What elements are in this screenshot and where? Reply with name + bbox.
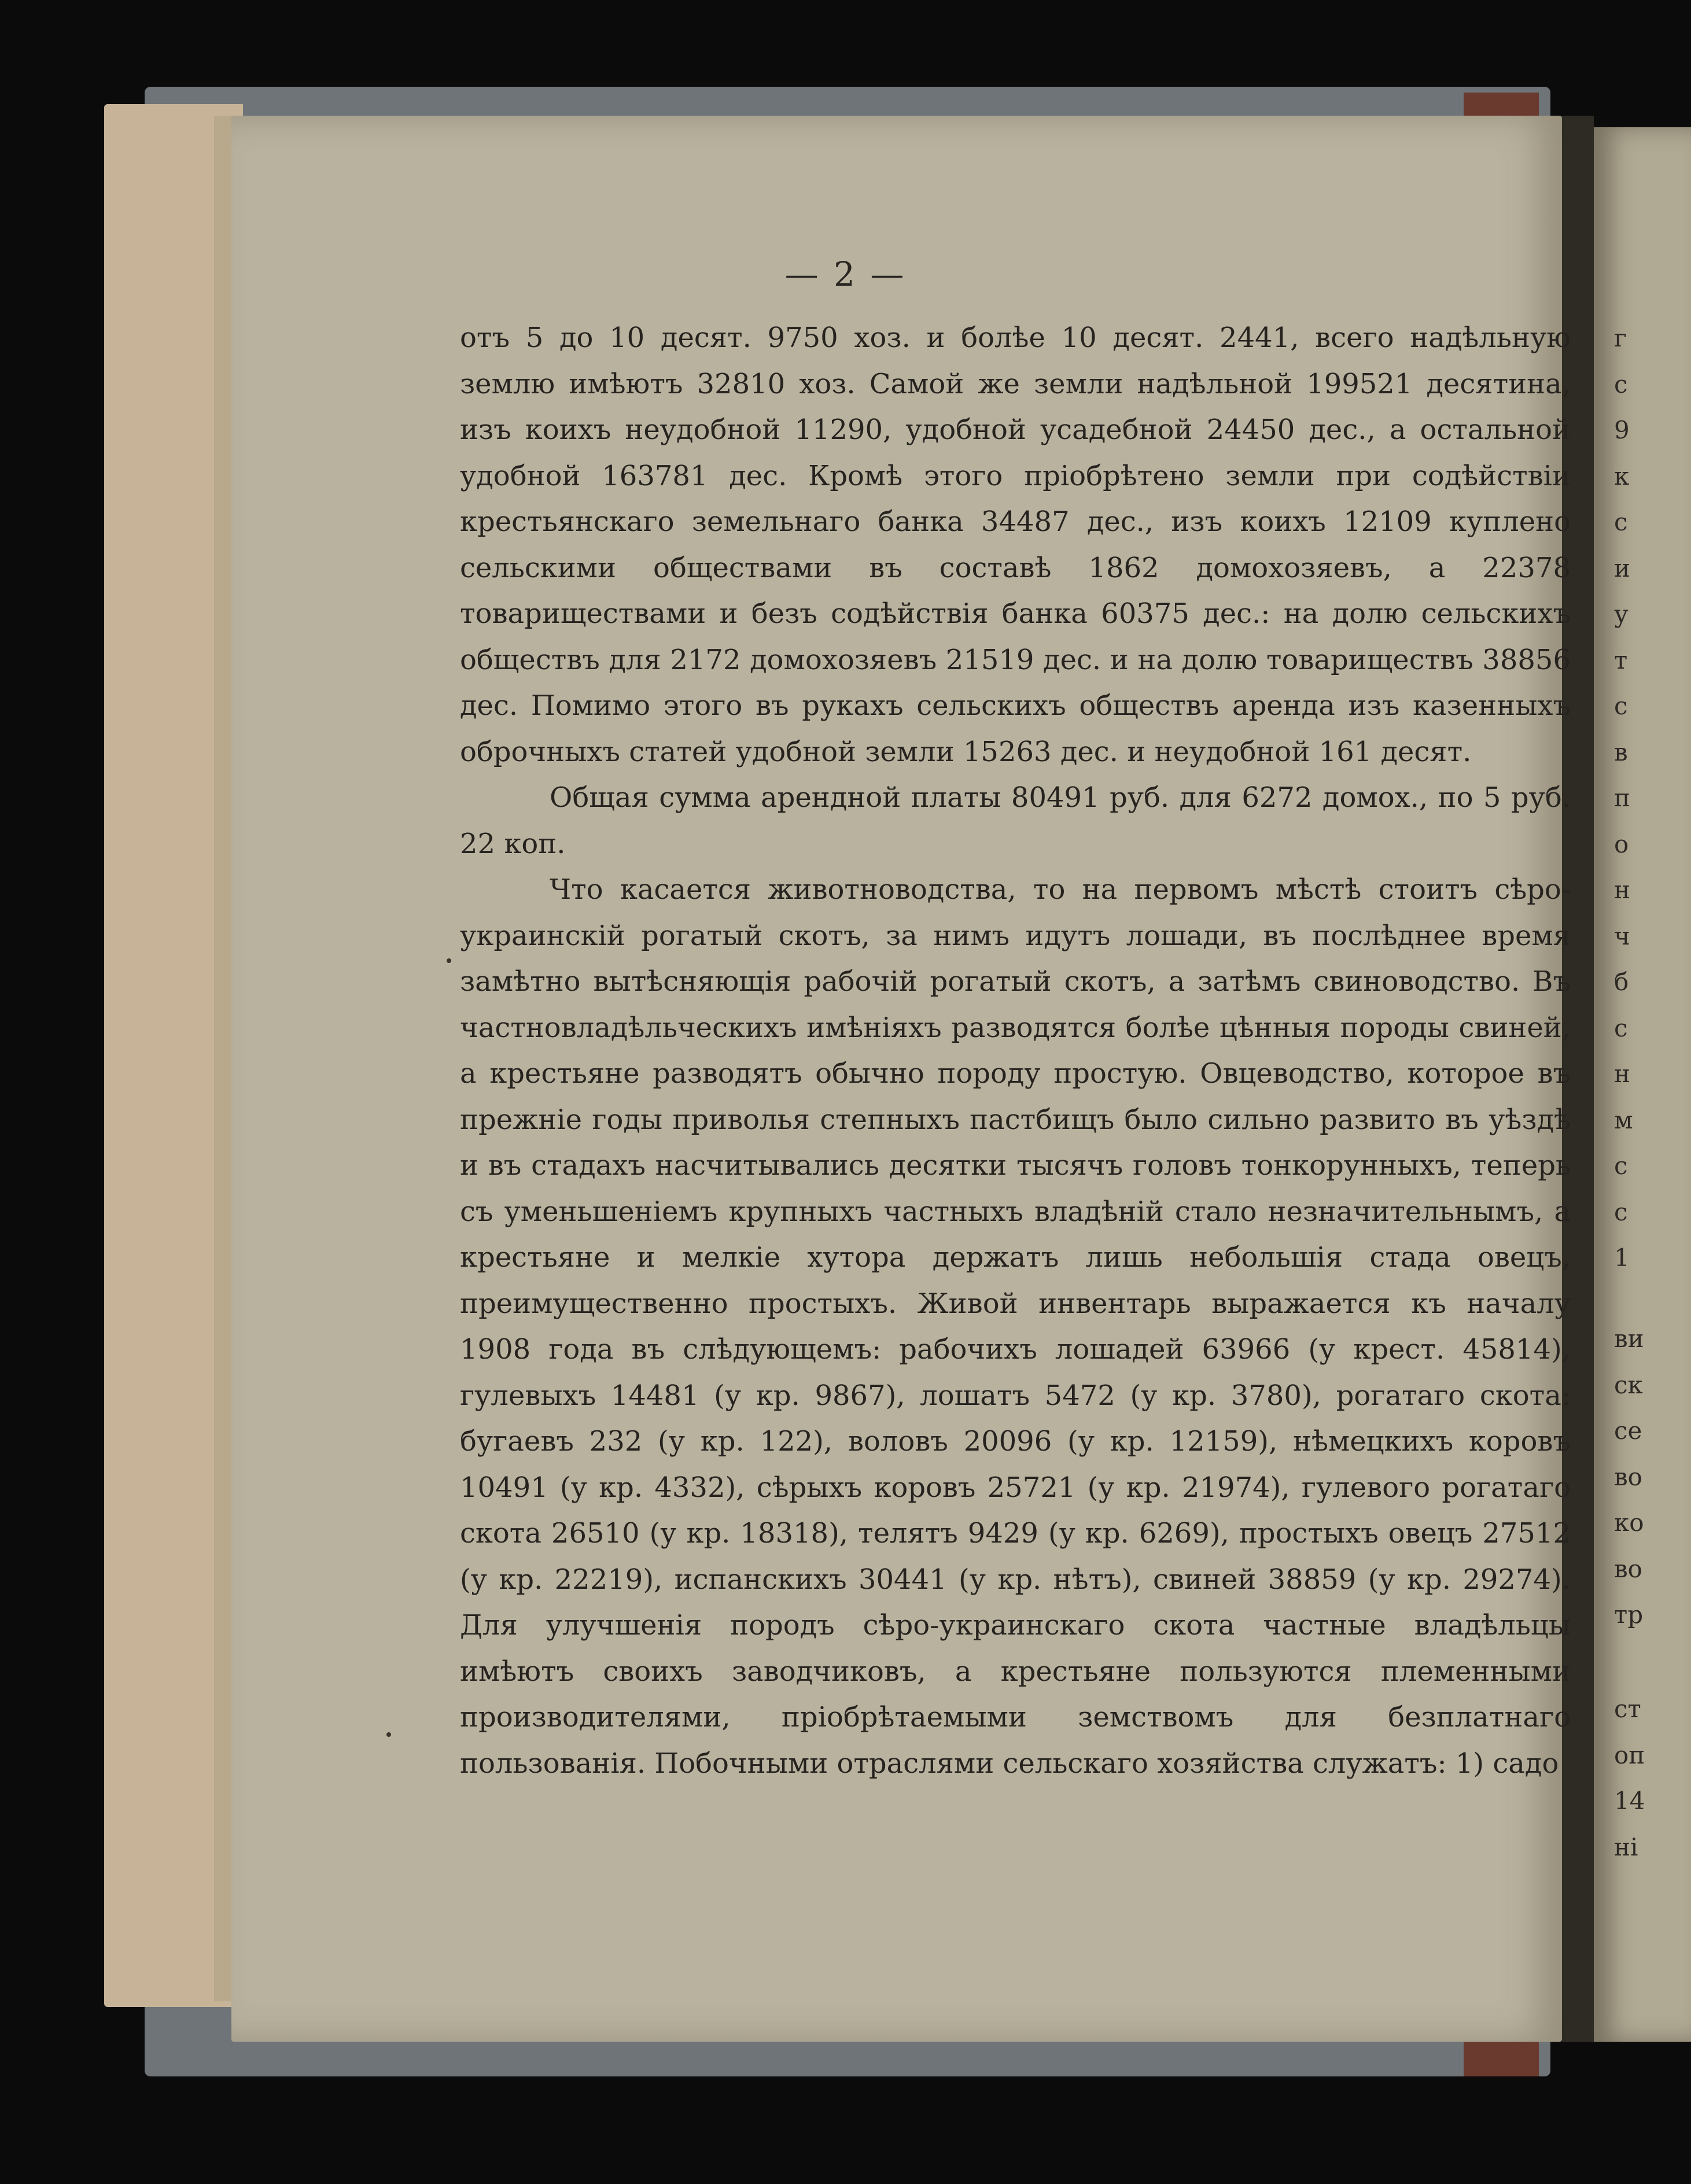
adjacent-page-fragment: ко (1614, 1508, 1644, 1537)
page-speck (447, 958, 451, 963)
adjacent-page-fragment: 1 (1614, 1244, 1630, 1272)
adjacent-page-fragment: у (1614, 600, 1629, 628)
adjacent-page-fragment: с (1614, 1152, 1628, 1180)
adjacent-page-fragment: ні (1614, 1832, 1638, 1861)
adjacent-page-fragment: г (1614, 324, 1627, 352)
adjacent-page-fragment: ч (1614, 921, 1630, 950)
adjacent-page-fragment: ст (1614, 1695, 1641, 1723)
paragraph-rent: Общая сумма арендной платы 80491 руб. для 6272 домох., по 5 руб. 22 коп. (460, 781, 1571, 860)
adjacent-page-fragment: в (1614, 737, 1628, 766)
adjacent-page-fragment: тр (1614, 1600, 1644, 1629)
adjacent-page-fragment: с (1614, 1197, 1628, 1226)
page-speck (386, 1732, 391, 1737)
adjacent-page-fragment: во (1614, 1462, 1642, 1491)
paragraph-land: отъ 5 до 10 десят. 9750 хоз. и болѣе 10 десят. 2441, всего надѣльную землю имѣютъ 32810 хоз. Самой же земли надѣльной 199521 десятина, изъ коихъ неудобной 11290, удобной усадебной 24450 дес., а остальной удобной 163781 дес. Кромѣ этого пріобрѣтено земли при содѣйствіи крестьянскаго земельнаго банка 34487 дес., изъ коихъ 12109 куплено сельскими обществами въ составѣ 1862 домохозяевъ, а 22378 товариществами и безъ содѣйствія банка 60375 дес.: на долю сельскихъ обществъ для 2172 домохозяевъ 21519 дес. и на долю товариществъ 38856 дес. Помимо этого въ рукахъ сельскихъ обществъ аренда изъ казенныхъ оброчныхъ статей удобной земли 15263 дес. и неудобной 161 десят. (460, 322, 1571, 768)
adjacent-page-fragment: б (1614, 968, 1629, 996)
adjacent-page-fragment: ск (1614, 1370, 1643, 1399)
adjacent-page-fragment: во (1614, 1554, 1642, 1583)
adjacent-page-fragment: к (1614, 462, 1630, 490)
adjacent-page-fragment: с (1614, 692, 1628, 720)
adjacent-page-fragment: н (1614, 1060, 1630, 1088)
adjacent-page-fragment: с (1614, 508, 1628, 536)
adjacent-page-fragment: п (1614, 784, 1630, 812)
adjacent-page-fragment: 9 (1614, 416, 1630, 444)
adjacent-page-fragment: н (1614, 876, 1630, 904)
adjacent-page-fragment: о (1614, 829, 1629, 858)
adjacent-page-fragment: м (1614, 1105, 1633, 1134)
page-text (460, 315, 1571, 1787)
adjacent-page-fragment: т (1614, 645, 1628, 674)
adjacent-page-fragment: оп (1614, 1740, 1645, 1769)
adjacent-page-fragment: и (1614, 554, 1630, 582)
paragraph-livestock: Что касается животноводства, то на первомъ мѣстѣ стоитъ сѣро-украинскій рогатый скотъ, за нимъ идутъ лошади, въ послѣднее время замѣтно вытѣсняющія рабочій рогатый скотъ, а затѣмъ свиноводство. Въ частновладѣльческихъ имѣніяхъ разводятся болѣе цѣнныя породы свиней, а крестьяне разводятъ обычно породу простую. Овцеводство, которое въ прежніе годы приволья степныхъ пастбищъ было сильно развито въ уѣздѣ и въ стадахъ насчитывались десятки тысячъ головъ тонкорунныхъ, теперь съ уменьшеніемъ крупныхъ частныхъ владѣній стало незначительнымъ, а крестьяне и мелкіе хутора держатъ лишь небольшія стада овецъ, преимущественно простыхъ. Живой инвентарь выражается къ началу 1908 года въ слѣдующемъ: рабочихъ лошадей 63966 (у крест. 45814), гулевыхъ 14481 (у кр. 9867), лошатъ 5472 (у кр. 3780), рогатаго скота: бугаевъ 232 (у кр. 122), воловъ 20096 (у кр. 12159), нѣмецкихъ коровъ 10491 (у кр. 4332), сѣрыхъ коровъ 25721 (у кр. 21974), гулевого рогатаго скота 26510 (у кр. 18318), телятъ 9429 (у кр. 6269), простыхъ овецъ 27512 (у кр. 22219), испанскихъ 30441 (у кр. нѣтъ), свиней 38859 (у кр. 29274). Для улучшенія породъ сѣро-украинскаго скота частные владѣльцы имѣютъ своихъ заводчиковъ, а крестьяне пользуются племенными производителями, пріобрѣтаемыми земствомъ для безплатнаго пользованія. Побочными отраслями сельскаго хозяйства служатъ: 1) садо (460, 873, 1571, 1780)
adjacent-page-fragment: 14 (1614, 1787, 1645, 1815)
adjacent-page-fragment: се (1614, 1416, 1642, 1445)
adjacent-page-fragment: с (1614, 370, 1628, 399)
adjacent-page-fragment: ви (1614, 1325, 1644, 1353)
page-number: — 2 — (784, 254, 907, 294)
adjacent-page-fragment: с (1614, 1013, 1628, 1042)
